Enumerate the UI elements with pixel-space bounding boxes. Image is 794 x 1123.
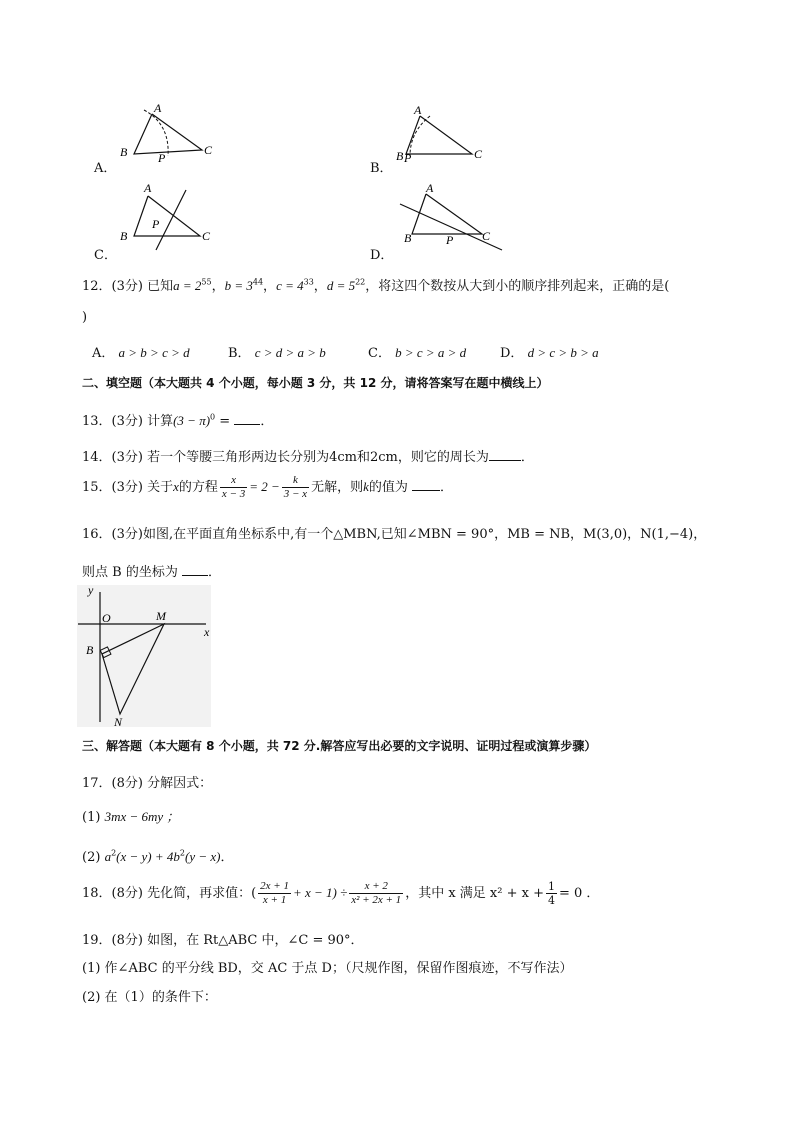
q18: 18．(8分) 先化简，再求值：( $\frac{2x + 1}{x + 1}$ + x − 1) ÷ $\frac{x + 2}{\text{x² + 2x + 1}}$ ，其中 x 满足 x² + x + $\frac{1}{4}$ = 0 ． [82, 880, 600, 907]
pt-d-A: A [426, 182, 434, 195]
q14-answer-blank [489, 449, 521, 461]
q19-part1: (1) 作∠ABC 的平分线 BD，交 AC 于点 D；（尺规作图，保留作图痕迹，不写作法） [82, 961, 573, 976]
pt-b-P: P [404, 151, 412, 164]
q16-answer-blank [182, 564, 208, 576]
figure-b [390, 102, 500, 164]
figure-a [112, 100, 232, 162]
triangle-c [134, 196, 200, 236]
section-2-heading: 二、填空题（本大题共 4 个小题，每小题 3 分，共 12 分，请将答案写在题中横线上） [82, 376, 549, 390]
q17-title: 17．(8分) 分解因式： [82, 776, 213, 791]
label-N: N [114, 715, 123, 729]
q12-option-a: A． a > b > c > d [92, 345, 190, 361]
figure-c-label: C． [94, 248, 117, 263]
q14: 14．(3分) 若一个等腰三角形两边长分别为4cm和2cm，则它的周长为 ． [82, 450, 534, 465]
section-3-heading: 三、解答题（本大题有 8 个小题，共 72 分.解答应写出必要的文字说明、证明过程或演算步骤） [82, 739, 597, 753]
figure-d-label: D． [370, 248, 394, 263]
q17-part2: (2) $a^2(x - y) + 4b^2(y - x)$． [82, 848, 234, 865]
figure-b-label: B． [370, 161, 393, 176]
label-B: B [86, 643, 94, 657]
q19-part2: (2) 在（1）的条件下： [82, 990, 217, 1005]
q16-line2: 则点 B 的坐标为 ． [82, 565, 221, 580]
pt-a-P: P [158, 151, 166, 162]
q13: 13．(3分) 计算$(3 - \pi)^0$ = ． [82, 412, 274, 429]
pt-b-B: B [396, 149, 404, 163]
figure-d [392, 182, 508, 254]
pt-a-A: A [154, 101, 162, 115]
q12-option-c: C． b > c > a > d [368, 345, 467, 361]
q12-stem: 12．(3分) 已知$a = 2^{55}$，$b = 3^{44}$，$c = 4^{33}$，$d = 5^{22}$，将这四个数按从大到小的顺序排列起来，正确的是( [82, 277, 670, 294]
pt-b-C: C [474, 147, 483, 161]
pt-d-B: B [404, 231, 412, 245]
perp-bisector-c [156, 190, 186, 250]
label-O: O [102, 611, 111, 625]
pt-a-C: C [204, 143, 213, 157]
label-x: x [204, 625, 210, 639]
q13-answer-blank [234, 413, 260, 425]
label-y: y [88, 583, 94, 597]
triangle-b [406, 116, 472, 154]
q16-line1: 16．(3分)如图,在平面直角坐标系中,有一个△MBN,已知∠MBN = 90°，MB = NB，M(3,0)，N(1,−4)， [82, 527, 707, 542]
figure-c [112, 180, 232, 252]
triangle-mbn [102, 624, 164, 714]
q15: 15．(3分) 关于x的方程 $\frac{x}{x - 3}$ = 2 − $\frac{k}{3 - x}$ 无解，则k的值为 ． [82, 474, 454, 500]
q15-answer-blank [412, 479, 440, 491]
q12-option-d: D． d > c > b > a [500, 345, 599, 361]
figure-a-label: A． [94, 161, 117, 176]
pt-d-P: P [446, 233, 454, 247]
pt-c-A: A [144, 181, 152, 195]
pt-d-C: C [482, 229, 491, 243]
q12-option-b: B． c > d > a > b [228, 345, 326, 361]
pt-a-B: B [120, 145, 128, 159]
q19-title: 19．(8分) 如图，在 Rt△ABC 中，∠C = 90°． [82, 933, 364, 948]
label-M: M [156, 609, 166, 623]
pt-c-P: P [152, 217, 160, 231]
pt-c-B: B [120, 229, 128, 243]
pt-c-C: C [202, 229, 211, 243]
q12-close: ) [82, 310, 88, 325]
q16-figure [74, 582, 224, 730]
pt-b-A: A [414, 103, 422, 117]
q17-part1: (1) 3mx − 6my ； [82, 809, 180, 825]
